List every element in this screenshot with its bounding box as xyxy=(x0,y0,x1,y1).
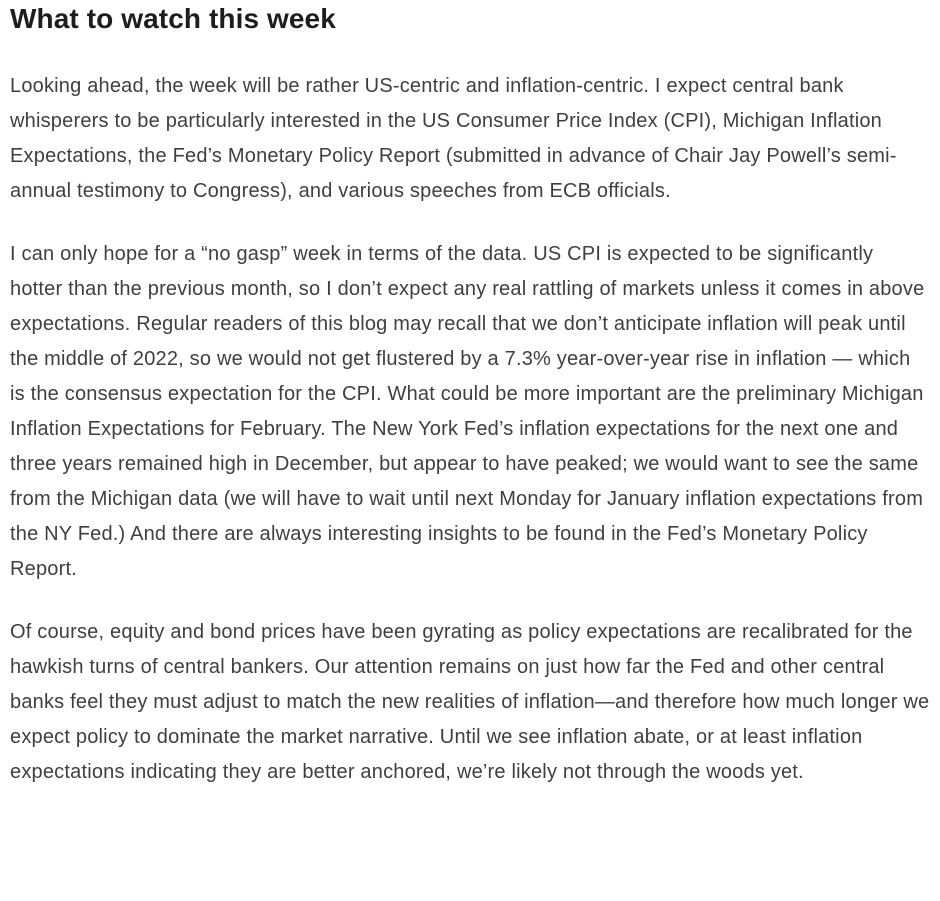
paragraph-outlook: Looking ahead, the week will be rather US-centric and inflation-centric. I expect central bank whisperers to be particularly interested in the US Consumer Price Index (CPI), Michigan Inflation Expectations, the Fed’s Monetary Policy Report (submitted in advance of Chair Jay Powell’s semi-annual testimony to Congress), and various speeches from ECB officials. xyxy=(10,75,897,202)
paragraph-cpi-expectations: I can only hope for a “no gasp” week in terms of the data. US CPI is expected to be significantly hotter than the previous month, so I don’t expect any real rattling of markets unless it comes in above expectations. Regular readers of this blog may recall that we don’t anticipate inflation will peak until the middle of 2022, so we would not get flustered by a 7.3% year-over-year rise in inflation — which is the consensus expectation for the CPI. What could be more important are the preliminary Michigan Inflation Expectations for February. The New York Fed’s inflation expectations for the next one and three years remained high in December, but appear to have peaked; we would want to see the same from the Michigan data (we will have to wait until next Monday for January inflation expectations from the NY Fed.) And there are always interesting insights to be found in the Fed’s Monetary Policy Report. xyxy=(10,243,925,580)
paragraph-market-policy: Of course, equity and bond prices have been gyrating as policy expectations are recalibrated for the hawkish turns of central bankers. Our attention remains on just how far the Fed and other central banks feel they must adjust to match the new realities of inflation—and therefore how much longer we expect policy to dominate the market narrative. Until we see inflation abate, or at least inflation expectations indicating they are better anchored, we’re likely not through the woods yet. xyxy=(10,621,930,783)
section-heading: What to watch this week xyxy=(10,3,336,34)
